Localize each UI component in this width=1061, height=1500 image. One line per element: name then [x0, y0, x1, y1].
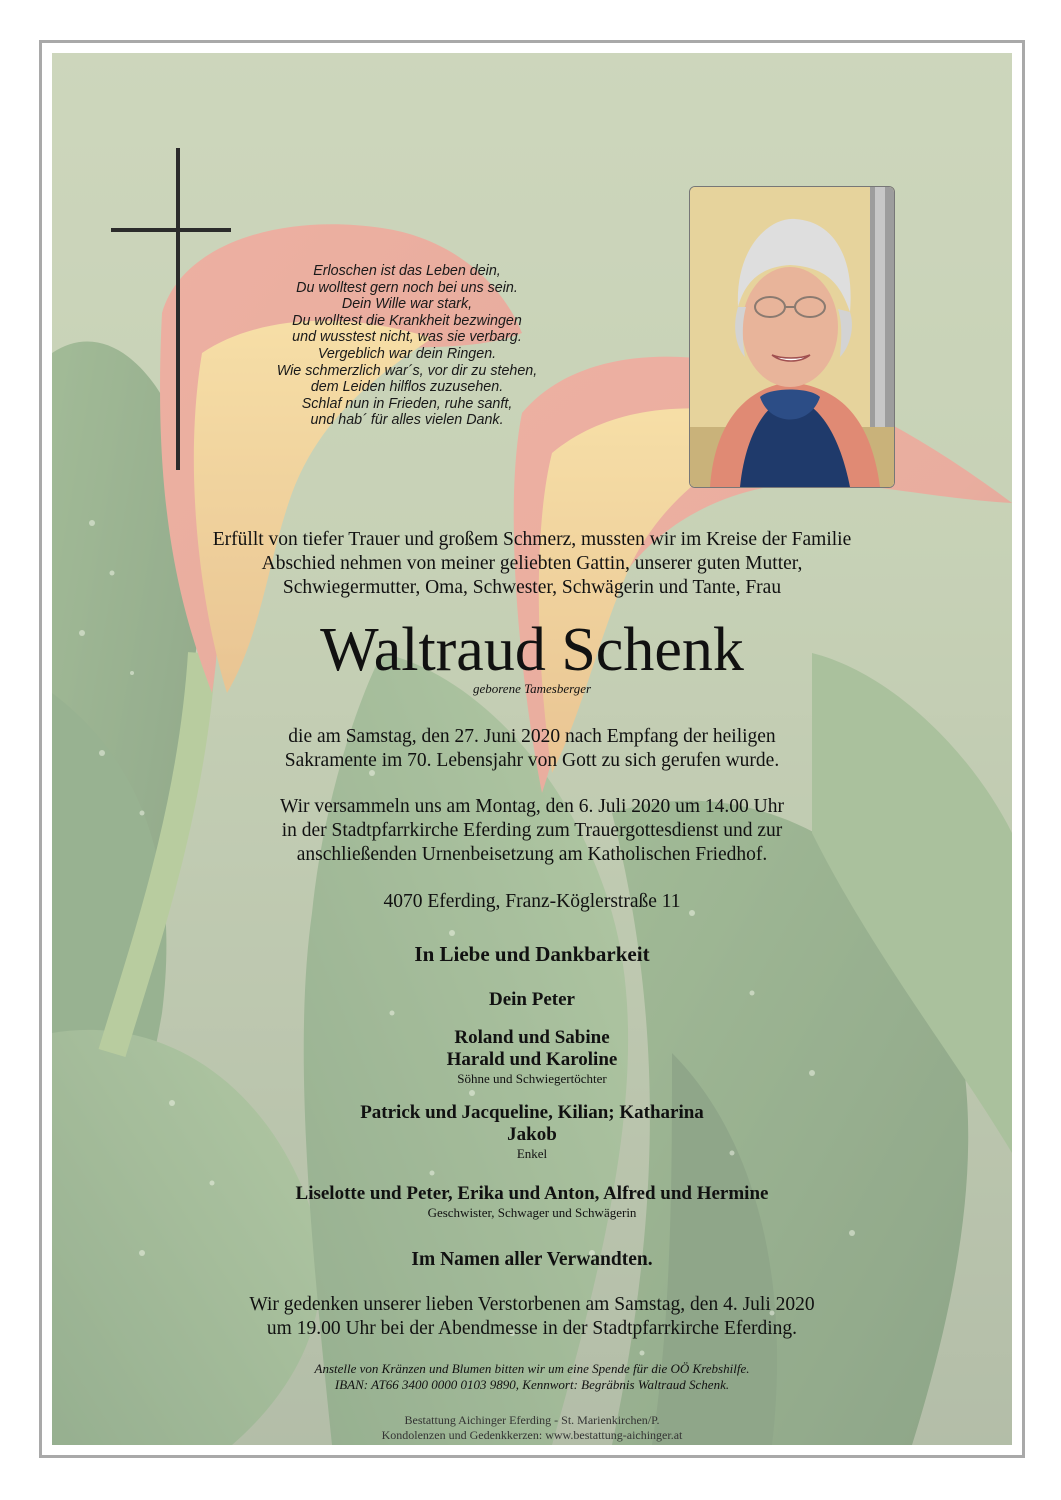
grandchildren-label: Enkel [516, 1146, 548, 1161]
portrait-photo [689, 186, 895, 488]
page-frame [39, 40, 1025, 1458]
intro-line: Schwiegermutter, Oma, Schwester, Schwägerin und Tante, Frau [282, 577, 782, 598]
grandchildren-line: Jakob [507, 1124, 557, 1145]
poem-line: Erloschen ist das Leben dein, [313, 263, 501, 279]
family-address: 4070 Eferding, Franz-Köglerstraße 11 [383, 891, 681, 912]
memorial-line: Wir gedenken unserer lieben Verstorbenen am Samstag, den 4. Juli 2020 [249, 1294, 815, 1315]
service-line: Wir versammeln uns am Montag, den 6. Juli 2020 um 14.00 Uhr [280, 796, 784, 817]
poem-line: und hab´ für alles vielen Dank. [310, 412, 504, 429]
siblings-block [52, 1183, 1012, 1221]
obituary-card [52, 53, 1012, 1445]
poem-line: Dein Wille war stark, [341, 296, 473, 313]
undertaker-website: Kondolenzen und Gedenkkerzen: www.bestattung-aichinger.at [381, 1428, 683, 1442]
cross-icon [176, 148, 180, 470]
service-line: anschließenden Urnenbeisetzung am Katholischen Friedhof. [296, 844, 768, 865]
deceased-name: Waltraud Schenk [320, 616, 744, 684]
memorial-poem [242, 263, 572, 429]
siblings-label: Geschwister, Schwager und Schwägerin [427, 1205, 637, 1220]
memorial-mass-info [52, 1293, 1012, 1341]
husband-name: Dein Peter [489, 989, 575, 1010]
intro-line: Abschied nehmen von meiner geliebten Gattin, unserer guten Mutter, [261, 553, 803, 574]
death-notice [52, 725, 1012, 773]
poem-line: dem Leiden hilflos zuzusehen. [310, 379, 504, 396]
service-line: in der Stadtpfarrkirche Eferding zum Trauergottesdienst und zur [281, 820, 783, 841]
donation-line: IBAN: AT66 3400 0000 0103 9890, Kennwort: Begräbnis Waltraud Schenk. [334, 1377, 730, 1392]
child-couple: Harald und Karoline [446, 1049, 618, 1070]
poem-line: Du wolltest die Krankheit bezwingen [292, 312, 522, 329]
death-line: die am Samstag, den 27. Juni 2020 nach Empfang der heiligen [288, 726, 776, 747]
intro-line: Erfüllt von tiefer Trauer und großem Schmerz, mussten wir im Kreise der Familie [212, 529, 852, 550]
intro-text [52, 528, 1012, 600]
donation-request [52, 1361, 1012, 1393]
siblings-line: Liselotte und Peter, Erika und Anton, Alfred und Hermine [295, 1183, 769, 1204]
undertaker-line: Bestattung Aichinger Eferding - St. Marienkirchen/P. [404, 1413, 660, 1427]
undertaker-info [52, 1413, 1012, 1443]
grandchildren-block [52, 1102, 1012, 1162]
cross-icon-beam [111, 228, 231, 232]
grandchildren-line: Patrick und Jacqueline, Kilian; Katharina [360, 1102, 704, 1123]
poem-line: Vergeblich war dein Ringen. [317, 345, 497, 362]
death-line: Sakramente im 70. Lebensjahr von Gott zu sich gerufen wurde. [284, 750, 780, 771]
poem-line: und wusstest nicht, was sie verbarg. [292, 329, 522, 346]
funeral-service-info [52, 795, 1012, 867]
children-label: Söhne und Schwiegertöchter [457, 1071, 607, 1086]
poem-line: Schlaf nun in Frieden, ruhe sanft, [301, 395, 513, 412]
maiden-name: geborene Tamesberger [472, 681, 592, 696]
poem-line: Wie schmerzlich war´s, vor dir zu stehen, [276, 362, 538, 379]
love-heading: In Liebe und Dankbarkeit [414, 942, 650, 966]
donation-line: Anstelle von Kränzen und Blumen bitten wir um eine Spende für die OÖ Krebshilfe. [314, 1361, 750, 1376]
poem-line: Du wolltest gern noch bei uns sein. [296, 279, 518, 296]
children-block [52, 1027, 1012, 1087]
relatives-line: Im Namen aller Verwandten. [411, 1249, 653, 1270]
memorial-line: um 19.00 Uhr bei der Abendmesse in der Stadtpfarrkirche Eferding. [266, 1318, 798, 1339]
child-couple: Roland und Sabine [454, 1027, 610, 1048]
